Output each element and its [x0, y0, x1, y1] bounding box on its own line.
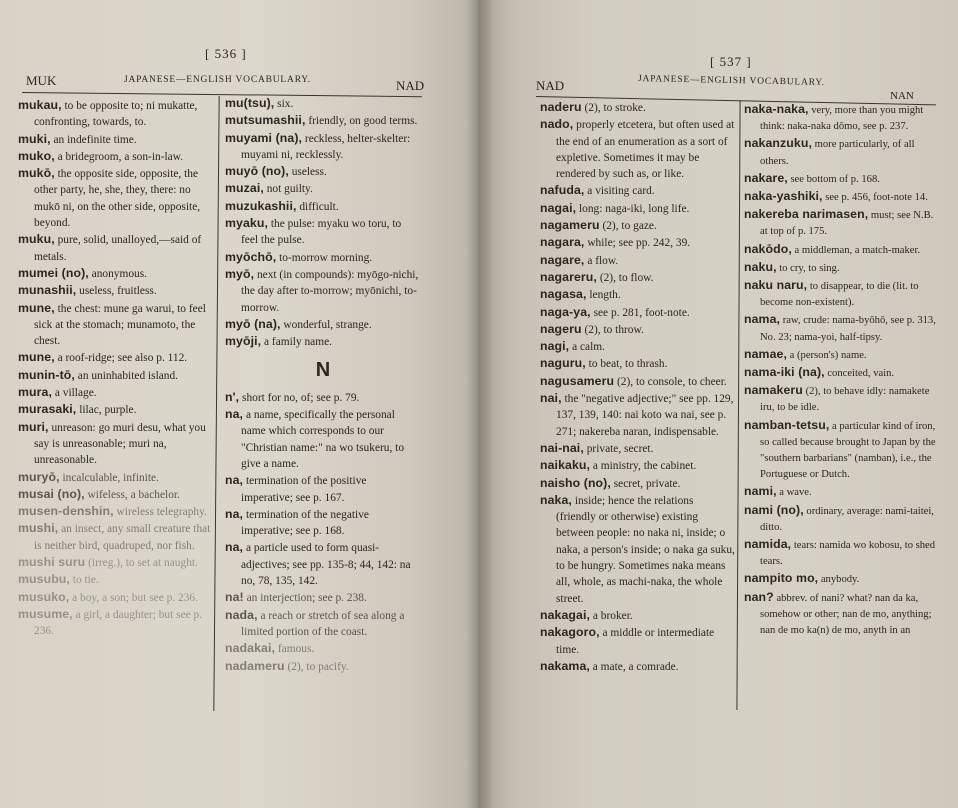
headword: nageru	[540, 321, 582, 336]
definition: wonderful, strange.	[283, 318, 372, 331]
definition: useless, fruitless.	[79, 285, 157, 298]
dictionary-entry	[540, 475, 736, 492]
dictionary-entry	[225, 266, 421, 316]
dictionary-entry	[540, 607, 736, 624]
dictionary-entry	[18, 148, 214, 165]
book-gutter	[466, 0, 494, 808]
definition: a (person's) name.	[789, 349, 867, 361]
headword: muku,	[18, 232, 55, 247]
definition: abbrev. of nani? what? nan da ka, somehow or other; nan de mo, anything; nan de mo ka(n) de mo, anyth in an	[760, 592, 932, 637]
column-divider	[736, 100, 740, 710]
headword: nakanzuku,	[744, 136, 812, 151]
headword: musuko,	[18, 589, 70, 604]
headword: naguru,	[540, 356, 586, 371]
definition: see p. 281, foot-note.	[593, 306, 690, 319]
headword: mune,	[18, 300, 55, 315]
dictionary-entry	[18, 349, 214, 366]
dictionary-entry	[225, 215, 421, 249]
definition: an interjection; see p. 238.	[246, 592, 367, 605]
left-column-2	[225, 95, 421, 675]
dictionary-entry	[540, 373, 736, 390]
dictionary-entry	[225, 333, 421, 350]
definition: conceited, vain.	[827, 368, 895, 380]
headword: nagi,	[540, 339, 570, 354]
definition: a calm.	[572, 341, 605, 354]
dictionary-entry	[744, 364, 940, 382]
headword: namban-tetsu,	[744, 417, 830, 432]
headword: musume,	[18, 606, 73, 621]
dictionary-entry	[18, 589, 214, 606]
definition: pure, solid, unalloyed,—said of metals.	[34, 234, 202, 263]
headword: namida,	[744, 537, 792, 552]
definition: to cry, to sing.	[779, 262, 840, 274]
definition: a particular kind of iron, so called because brought to Japan by the "southern barbarians" (namban), i.e., the Portuguese or Dutch.	[760, 420, 936, 481]
definition: to beat, to thrash.	[588, 358, 668, 371]
headword: munashii,	[18, 283, 77, 298]
column-divider	[213, 96, 219, 711]
headword: musubu,	[18, 572, 70, 587]
definition: the pulse: myaku wo toru, to feel the pulse.	[241, 218, 402, 247]
headword: musai (no),	[18, 486, 85, 501]
dictionary-entry	[18, 606, 214, 640]
dictionary-entry	[744, 589, 940, 640]
definition: raw, crude: nama-byōhō, see p. 313, No. 23; nama-yoi, half-tipsy.	[760, 315, 936, 343]
definition: properly etcetera, but often used at the end of an enumeration as a sort of expletive. Sometimes it may be rendered by such as, or like.	[556, 119, 735, 181]
dictionary-entry	[744, 346, 940, 364]
headword: nagareru,	[540, 269, 597, 284]
definition: anonymous.	[91, 267, 148, 280]
headword: muko,	[18, 148, 55, 163]
definition: difficult.	[299, 200, 339, 213]
running-head-center: JAPANESE—ENGLISH VOCABULARY.	[637, 74, 826, 88]
headword: namakeru	[744, 383, 803, 398]
dictionary-entry	[18, 571, 214, 588]
headword: nami (no),	[744, 502, 804, 517]
headword: nada,	[225, 607, 258, 622]
dictionary-entry	[744, 259, 940, 277]
dictionary-entry	[744, 206, 940, 240]
definition: termination of the positive imperative; see p. 167.	[241, 475, 367, 504]
headword: na!	[225, 590, 244, 605]
headword: myōji,	[225, 334, 262, 349]
dictionary-entry	[18, 384, 214, 401]
definition: (2), to behave idly: namakete iru, to be idle.	[760, 386, 930, 414]
definition: a flow.	[587, 254, 619, 267]
definition: a bridegroom, a son-in-law.	[57, 150, 184, 163]
definition: the "negative adjective;" see pp. 129, 137, 139, 140: nai koto wa nai, see p. 271; nakereba naran, indispensable.	[556, 393, 734, 438]
headword: nampito mo,	[744, 571, 819, 586]
headword: naisho (no),	[540, 475, 611, 490]
headword: muki,	[18, 131, 51, 146]
headword: nama-iki (na),	[744, 365, 825, 380]
headword: na,	[225, 473, 244, 488]
headword: naka-yashiki,	[744, 189, 823, 204]
headword: mushi,	[18, 521, 59, 536]
headword: myaku,	[225, 216, 268, 231]
definition: (2), to console, to cheer.	[616, 375, 727, 388]
dictionary-entry	[744, 277, 940, 311]
dictionary-entry	[540, 269, 736, 286]
headword: nagasa,	[540, 287, 587, 302]
headword: mumei (no),	[18, 265, 89, 280]
entries-n	[225, 389, 421, 675]
definition: an insect, any small creature that is neither bird, quadruped, nor fish.	[34, 523, 211, 552]
dictionary-entry	[225, 316, 421, 333]
headword: namae,	[744, 346, 787, 361]
dictionary-entry	[18, 520, 214, 554]
headword: nami,	[744, 484, 777, 499]
headword: muyami (na),	[225, 130, 303, 145]
headword: mushi suru	[18, 555, 86, 570]
dictionary-entry	[744, 483, 940, 501]
headword: muzai,	[225, 181, 264, 196]
headword: mukau,	[18, 98, 62, 112]
dictionary-entry	[540, 217, 736, 234]
definition: a middle or intermediate time.	[556, 627, 715, 656]
dictionary-entry	[540, 440, 736, 457]
headword: nai,	[540, 391, 562, 406]
definition: reckless, helter-skelter: muyami ni, recklessly.	[241, 132, 411, 161]
headword: nakōdo,	[744, 241, 792, 256]
definition: to-morrow morning.	[279, 251, 373, 264]
definition: useless.	[291, 166, 327, 179]
definition: very, more than you might think: naka-naka dōmo, see p. 237.	[760, 105, 924, 133]
definition: a ministry, the cabinet.	[592, 460, 697, 473]
definition: tears: namida wo kobosu, to shed tears.	[760, 540, 936, 568]
dictionary-entry	[540, 286, 736, 303]
headword: nagara,	[540, 235, 585, 250]
definition: a girl, a daughter; but see p. 236.	[34, 608, 203, 638]
headword: nama,	[744, 312, 781, 327]
dictionary-entry	[225, 406, 421, 472]
definition: (2), to gaze.	[602, 220, 657, 233]
definition: (2), to pacify.	[287, 660, 349, 673]
headword: muyō (no),	[225, 164, 289, 179]
dictionary-entry	[225, 389, 421, 406]
dictionary-entry	[225, 539, 421, 589]
dictionary-entry	[540, 304, 736, 321]
dictionary-entry	[540, 390, 736, 440]
headword: musen-denshin,	[18, 504, 114, 519]
definition: see bottom of p. 168.	[790, 173, 880, 185]
dictionary-entry	[18, 231, 214, 265]
dictionary-entry	[744, 382, 940, 416]
definition: six.	[277, 98, 294, 110]
dictionary-entry	[225, 130, 421, 164]
headword: naderu	[540, 100, 582, 114]
definition: a broker.	[592, 609, 633, 622]
headword: muryō,	[18, 469, 60, 484]
definition: length.	[589, 289, 621, 302]
definition: termination of the negative imperative; see p. 168.	[241, 508, 369, 538]
definition: a visiting card.	[587, 185, 655, 198]
running-head-left: NAD	[536, 78, 565, 93]
running-head-left: MUK	[26, 73, 57, 88]
headword: naku naru,	[744, 278, 808, 293]
definition: famous.	[277, 643, 315, 656]
dictionary-entry	[225, 607, 421, 641]
definition: long: naga-iki, long life.	[579, 202, 690, 215]
headword: naka,	[540, 492, 572, 507]
definition: while; see pp. 242, 39.	[587, 237, 691, 250]
dictionary-entry	[18, 97, 214, 131]
right-column-1	[540, 99, 736, 675]
dictionary-entry	[744, 135, 940, 169]
definition: inside; hence the relations (friendly or otherwise) existing between people: no naka ni, inside; o naka, a person's inside; o naka ga suku, to be hungry. Sometimes naka means all, whole, as machi-naka, the whole street.	[556, 494, 735, 605]
dictionary-entry	[744, 241, 940, 259]
headword: nagai,	[540, 200, 577, 215]
dictionary-entry	[225, 198, 421, 215]
headword: mukō,	[18, 166, 55, 181]
headword: nagameru	[540, 218, 600, 233]
definition: unreason: go muri desu, what you say is unreasonable; muri na, unreasonable.	[34, 421, 206, 467]
dictionary-entry	[540, 457, 736, 474]
headword: nafuda,	[540, 183, 585, 198]
headword: nakama,	[540, 658, 590, 673]
dictionary-entry	[18, 131, 214, 148]
definition: private, secret.	[586, 442, 654, 455]
definition: more particularly, of all others.	[760, 139, 915, 167]
dictionary-entry	[540, 492, 736, 607]
dictionary-entry	[540, 321, 736, 338]
definition: a mate, a comrade.	[592, 660, 679, 673]
dictionary-entry	[744, 536, 940, 570]
dictionary-entry	[225, 472, 421, 506]
definition: incalculable, infinite.	[62, 471, 159, 484]
definition: a family name.	[264, 336, 332, 349]
dictionary-entry	[225, 658, 421, 675]
headword: nado,	[540, 117, 574, 132]
headword: murasaki,	[18, 402, 77, 417]
definition: a boy, a son; but see p. 236.	[72, 591, 198, 604]
left-page	[0, 0, 478, 808]
dictionary-entry	[18, 282, 214, 299]
dictionary-entry	[540, 624, 736, 658]
definition: (irreg.), to set at naught.	[88, 557, 198, 570]
definition: a roof-ridge; see also p. 112.	[57, 352, 188, 365]
dictionary-entry	[744, 170, 940, 188]
headword: nagusameru	[540, 373, 615, 388]
dictionary-entry	[225, 163, 421, 180]
headword: nakagoro,	[540, 625, 600, 640]
page-number: [ 536 ]	[205, 46, 247, 61]
dictionary-entry	[18, 300, 214, 350]
dictionary-entry	[18, 165, 214, 231]
dictionary-entry	[540, 355, 736, 372]
dictionary-entry	[18, 469, 214, 486]
headword: naga-ya,	[540, 304, 591, 319]
definition: secret, private.	[613, 477, 681, 490]
definition: friendly, on good terms.	[308, 115, 418, 128]
entries-m	[225, 95, 421, 350]
running-head-center: JAPANESE—ENGLISH VOCABULARY.	[124, 75, 311, 85]
definition: a name, specifically the personal name which corresponds to our "Christian name:" na wo tsukeru, to give a name.	[241, 409, 405, 470]
headword: muzukashii,	[225, 198, 297, 213]
headword: muri,	[18, 419, 49, 434]
headword: nai-nai,	[540, 440, 584, 455]
definition: ordinary, average: nami-taitei, ditto.	[760, 505, 934, 533]
headword: n',	[225, 389, 240, 404]
page-number: [ 537 ]	[710, 54, 752, 69]
definition: (2), to flow.	[599, 271, 654, 284]
dictionary-entry	[225, 640, 421, 657]
definition: see p. 456, foot-note 14.	[825, 192, 928, 204]
definition: an indefinite time.	[53, 133, 137, 146]
definition: a particle used to form quasi-adjectives; see pp. 135-8; 44, 142: na no, 78, 135, 142.	[241, 542, 411, 588]
definition: a village.	[54, 387, 97, 400]
dictionary-entry	[18, 265, 214, 282]
dictionary-entry	[225, 249, 421, 266]
dictionary-entry	[18, 367, 214, 384]
dictionary-entry	[18, 503, 214, 520]
headword: naikaku,	[540, 458, 591, 473]
headword: nadakai,	[225, 641, 276, 656]
definition: must; see N.B. at top of p. 175.	[760, 210, 934, 238]
headword: nadameru	[225, 658, 285, 673]
dictionary-entry	[744, 502, 940, 536]
headword: na,	[225, 506, 244, 521]
definition: wireless telegraphy.	[116, 506, 207, 519]
definition: to be opposite to; ni mukatte, confronting, towards, to.	[34, 100, 198, 129]
headword: nakereba narimasen,	[744, 207, 869, 222]
right-page	[478, 0, 958, 808]
dictionary-entry	[225, 112, 421, 129]
right-column-2	[744, 101, 940, 639]
dictionary-entry	[540, 200, 736, 217]
headword: naku,	[744, 259, 777, 274]
dictionary-entry	[540, 658, 736, 675]
headword: na,	[225, 407, 244, 422]
dictionary-entry	[18, 419, 214, 469]
headword: nan?	[744, 589, 774, 604]
headword: naka-naka,	[744, 102, 809, 116]
definition: not guilty.	[266, 183, 313, 196]
headword: mune,	[18, 350, 55, 365]
running-head-right: NAD	[396, 78, 425, 93]
headword: myō,	[225, 266, 255, 281]
headword: myōchō,	[225, 249, 277, 264]
dictionary-entry	[540, 252, 736, 269]
definition: to disappear, to die (lit. to become non-existent).	[760, 281, 919, 309]
dictionary-entry	[540, 99, 736, 116]
definition: anybody.	[820, 574, 860, 586]
dictionary-entry	[744, 570, 940, 588]
headword: nakare,	[744, 170, 788, 185]
definition: an uninhabited island.	[77, 369, 179, 382]
headword: myō (na),	[225, 316, 281, 331]
dictionary-entry	[744, 311, 940, 345]
dictionary-entry	[225, 180, 421, 197]
definition: wifeless, a bachelor.	[87, 488, 180, 501]
definition: the chest: mune ga warui, to feel sick at the stomach; munamoto, the chest.	[34, 302, 206, 348]
headword: mura,	[18, 385, 52, 400]
dictionary-entry	[744, 417, 940, 484]
dictionary-entry	[225, 506, 421, 540]
definition: short for no, of; see p. 79.	[242, 391, 360, 404]
headword: mutsumashii,	[225, 113, 306, 128]
dictionary-entry	[540, 182, 736, 199]
dictionary-entry	[18, 401, 214, 418]
definition: (2), to throw.	[584, 323, 644, 336]
dictionary-entry	[225, 589, 421, 606]
headword: munin-tō,	[18, 367, 75, 382]
headword: na,	[225, 540, 244, 555]
dictionary-entry	[744, 101, 940, 135]
definition: next (in compounds): myōgo-nichi, the day after to-morrow; myōnichi, to-morrow.	[241, 268, 419, 314]
dictionary-entry	[18, 486, 214, 503]
headword: nagare,	[540, 252, 585, 267]
definition: a reach or stretch of sea along a limited portion of the coast.	[241, 609, 405, 638]
headword: nakagai,	[540, 607, 591, 622]
running-head-right: NAN	[890, 90, 914, 102]
dictionary-entry	[18, 554, 214, 571]
definition: (2), to stroke.	[584, 102, 646, 114]
definition: to tie.	[72, 574, 99, 587]
definition: lilac, purple.	[79, 404, 137, 417]
dictionary-entry	[540, 234, 736, 251]
section-letter: N	[315, 359, 331, 382]
left-column-1	[18, 97, 214, 640]
dictionary-entry	[225, 95, 421, 112]
definition: a middleman, a match-maker.	[794, 244, 921, 256]
definition: a wave.	[779, 487, 812, 499]
dictionary-entry	[540, 116, 736, 182]
dictionary-entry	[540, 338, 736, 355]
headword: mu(tsu),	[225, 96, 275, 110]
dictionary-entry	[744, 188, 940, 206]
definition: the opposite side, opposite, the other party, he, she, they, there: no mukō ni, on the other side, opposite, beyond.	[34, 168, 201, 230]
